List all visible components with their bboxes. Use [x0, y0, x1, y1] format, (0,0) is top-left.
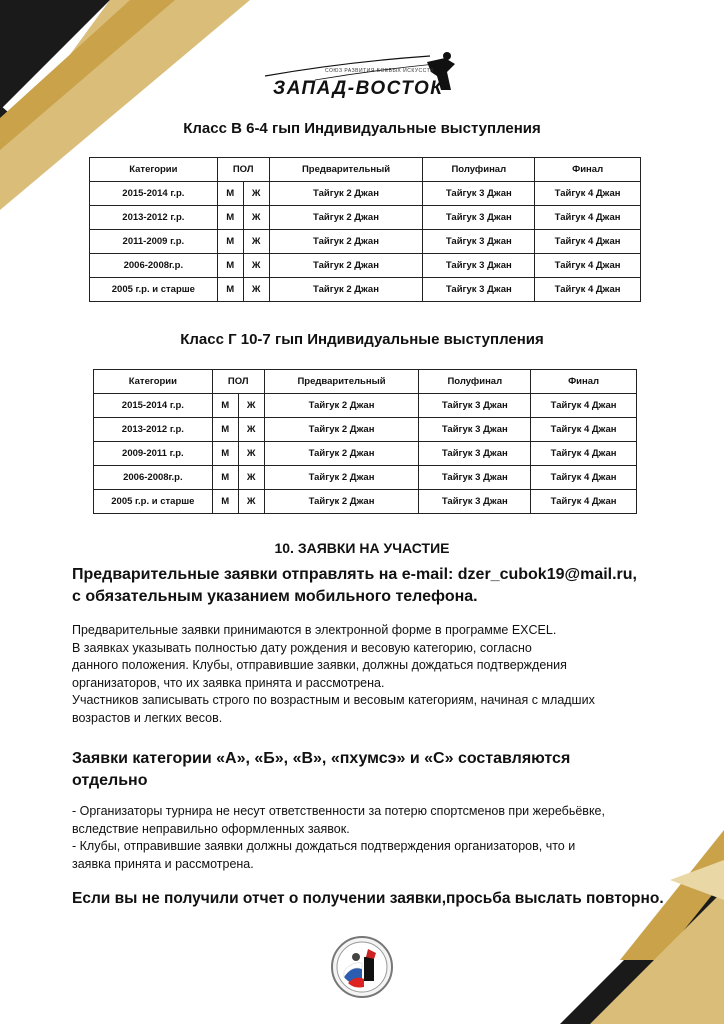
category-cell: 2006-2008г.р.: [94, 466, 213, 490]
male-cell: М: [212, 418, 238, 442]
col-sex: ПОЛ: [217, 158, 269, 182]
table-row: [94, 490, 637, 514]
class-g-table: [93, 369, 637, 514]
semi-cell: Тайгук 3 Джан: [423, 182, 535, 206]
male-cell: М: [217, 278, 243, 302]
table-row: [94, 466, 637, 490]
prelim-cell: Тайгук 2 Джан: [264, 490, 419, 514]
semi-cell: Тайгук 3 Джан: [423, 254, 535, 278]
prelim-cell: Тайгук 2 Джан: [269, 206, 423, 230]
male-cell: М: [217, 206, 243, 230]
col-prelim: Предварительный: [269, 158, 423, 182]
prelim-cell: Тайгук 2 Джан: [264, 418, 419, 442]
female-cell: Ж: [243, 230, 269, 254]
final-cell: Тайгук 4 Джан: [531, 466, 637, 490]
final-cell: Тайгук 4 Джан: [535, 254, 641, 278]
resend-notice: Если вы не получили отчет о получении заявки,просьба выслать повторно.: [72, 890, 664, 907]
female-cell: Ж: [238, 418, 264, 442]
class-g-title: Класс Г 10-7 гып Индивидуальные выступления: [180, 331, 544, 348]
semi-cell: Тайгук 3 Джан: [423, 206, 535, 230]
table-row: [94, 418, 637, 442]
male-cell: М: [217, 182, 243, 206]
note-line: вследствие неправильно оформленных заявок.: [72, 821, 350, 836]
note-line: - Организаторы турнира не несут ответственности за потерю спортсменов при жеребьёвке,: [72, 804, 605, 818]
female-cell: Ж: [243, 206, 269, 230]
category-cell: 2013-2012 г.р.: [94, 418, 213, 442]
female-cell: Ж: [238, 466, 264, 490]
category-cell: 2009-2011 г.р.: [94, 442, 213, 466]
semi-cell: Тайгук 3 Джан: [419, 418, 531, 442]
final-cell: Тайгук 4 Джан: [531, 418, 637, 442]
logo-name: ЗАПАД-ВОСТОК: [273, 78, 444, 99]
category-cell: 2015-2014 г.р.: [94, 394, 213, 418]
rule-line: Предварительные заявки принимаются в электронной форме в программе EXCEL.: [72, 623, 557, 637]
prelim-cell: Тайгук 2 Джан: [269, 182, 423, 206]
organizer-notes: [72, 803, 672, 873]
table-row: [90, 254, 641, 278]
rule-line: данного положения. Клубы, отправившие заявки, должны дождаться подтверждения: [72, 658, 567, 672]
semi-cell: Тайгук 3 Джан: [423, 230, 535, 254]
prelim-cell: Тайгук 2 Джан: [269, 254, 423, 278]
male-cell: М: [217, 254, 243, 278]
semi-cell: Тайгук 3 Джан: [423, 278, 535, 302]
col-semi: Полуфинал: [419, 370, 531, 394]
separate-applications-heading: [72, 748, 592, 792]
final-cell: Тайгук 4 Джан: [535, 278, 641, 302]
col-category: Категории: [90, 158, 218, 182]
logo-subtitle: СОЮЗ РАЗВИТИЯ БОЕВЫХ ИСКУССТВ: [325, 68, 434, 74]
final-cell: Тайгук 4 Джан: [531, 442, 637, 466]
female-cell: Ж: [238, 490, 264, 514]
subheading-line: Заявки категории «А», «Б», «В», «пхумсэ» и «С» составляются: [72, 750, 571, 767]
email-line: Предварительные заявки отправлять на e-mail: dzer_cubok19@mail.ru,: [72, 566, 637, 583]
emblem-icon: [330, 935, 394, 999]
phone-line: с обязательным указанием мобильного телефона.: [72, 588, 478, 605]
category-cell: 2006-2008г.р.: [90, 254, 218, 278]
table-row: [90, 206, 641, 230]
female-cell: Ж: [238, 442, 264, 466]
prelim-cell: Тайгук 2 Джан: [269, 278, 423, 302]
table-header-row: [90, 158, 641, 182]
rule-line: Участников записывать строго по возрастным и весовым категориям, начиная с младших: [72, 693, 595, 707]
final-cell: Тайгук 4 Джан: [535, 182, 641, 206]
note-line: - Клубы, отправившие заявки должны дождаться подтверждения организаторов, что и: [72, 839, 576, 853]
female-cell: Ж: [243, 278, 269, 302]
female-cell: Ж: [238, 394, 264, 418]
category-cell: 2015-2014 г.р.: [90, 182, 218, 206]
class-b-table: [89, 157, 641, 302]
class-b-title: Класс В 6-4 гып Индивидуальные выступления: [183, 120, 541, 137]
semi-cell: Тайгук 3 Джан: [419, 394, 531, 418]
female-cell: Ж: [243, 254, 269, 278]
category-cell: 2011-2009 г.р.: [90, 230, 218, 254]
table-header-row: [94, 370, 637, 394]
col-category: Категории: [94, 370, 213, 394]
final-cell: Тайгук 4 Джан: [535, 206, 641, 230]
final-cell: Тайгук 4 Джан: [535, 230, 641, 254]
semi-cell: Тайгук 3 Джан: [419, 466, 531, 490]
rule-line: организаторов, что их заявка принята и рассмотрена.: [72, 675, 385, 690]
male-cell: М: [217, 230, 243, 254]
final-cell: Тайгук 4 Джан: [531, 490, 637, 514]
final-cell: Тайгук 4 Джан: [531, 394, 637, 418]
category-cell: 2005 г.р. и старше: [90, 278, 218, 302]
category-cell: 2013-2012 г.р.: [90, 206, 218, 230]
female-cell: Ж: [243, 182, 269, 206]
table-row: [90, 278, 641, 302]
male-cell: М: [212, 394, 238, 418]
male-cell: М: [212, 466, 238, 490]
section-10-heading: 10. ЗАЯВКИ НА УЧАСТИЕ: [274, 540, 450, 556]
table-row: [94, 394, 637, 418]
prelim-cell: Тайгук 2 Джан: [269, 230, 423, 254]
male-cell: М: [212, 490, 238, 514]
table-row: [94, 442, 637, 466]
col-semi: Полуфинал: [423, 158, 535, 182]
semi-cell: Тайгук 3 Джан: [419, 442, 531, 466]
table-row: [90, 182, 641, 206]
prelim-cell: Тайгук 2 Джан: [264, 466, 419, 490]
semi-cell: Тайгук 3 Джан: [419, 490, 531, 514]
prelim-cell: Тайгук 2 Джан: [264, 394, 419, 418]
col-final: Финал: [531, 370, 637, 394]
male-cell: М: [212, 442, 238, 466]
note-line: заявка принята и рассмотрена.: [72, 856, 254, 871]
email-instruction: [72, 564, 672, 608]
category-cell: 2005 г.р. и старше: [94, 490, 213, 514]
organization-logo: [255, 50, 485, 105]
application-rules: [72, 622, 672, 727]
col-prelim: Предварительный: [264, 370, 419, 394]
subheading-line: отдельно: [72, 772, 148, 789]
rule-line: возрастов и легких весов.: [72, 710, 223, 725]
rule-line: В заявках указывать полностью дату рождения и весовую категорию, согласно: [72, 640, 532, 655]
col-sex: ПОЛ: [212, 370, 264, 394]
prelim-cell: Тайгук 2 Джан: [264, 442, 419, 466]
col-final: Финал: [535, 158, 641, 182]
table-row: [90, 230, 641, 254]
